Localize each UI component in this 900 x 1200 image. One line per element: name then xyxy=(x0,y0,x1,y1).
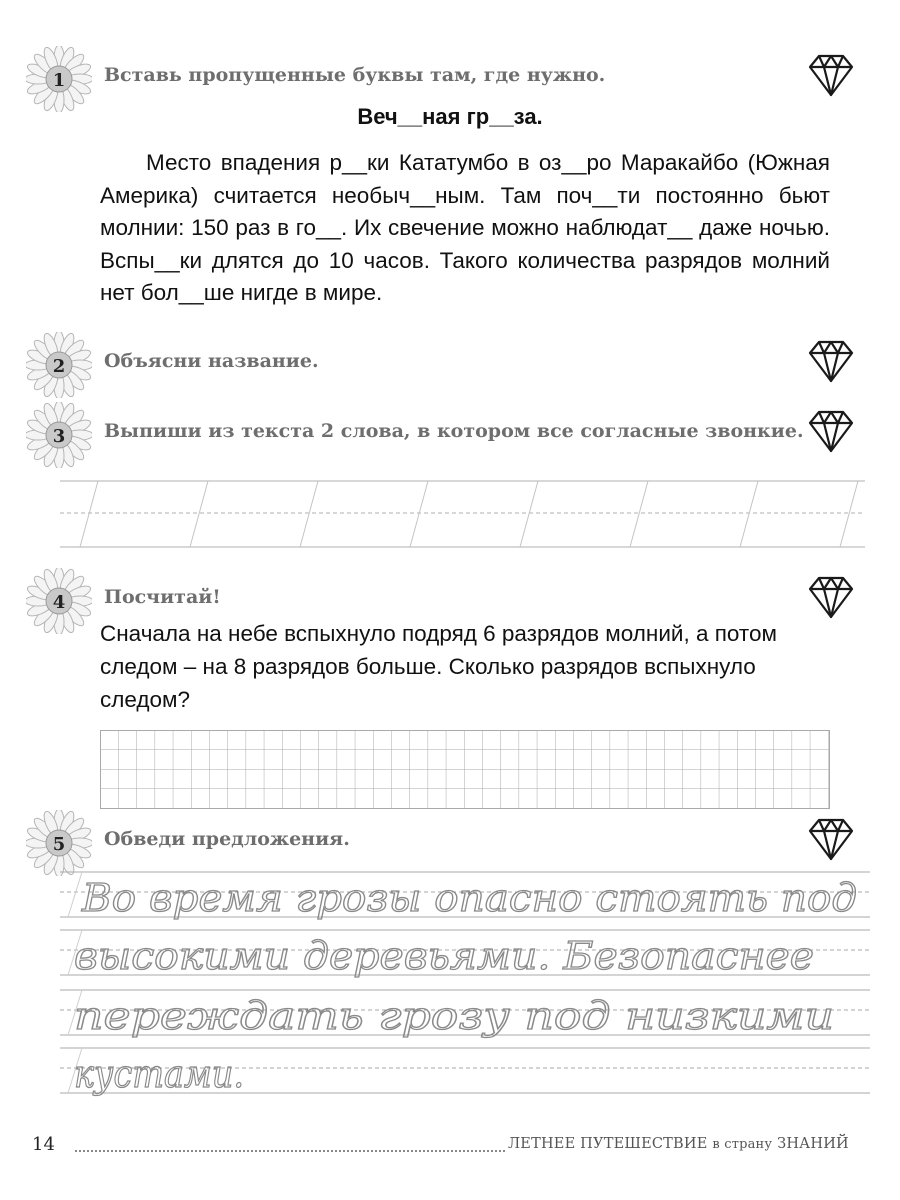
task-3-instruction: Выпиши из текста 2 слова, в котором все согласные звонкие. xyxy=(104,420,804,442)
task-3-number: 3 xyxy=(52,426,66,447)
tracing-line-4: кустами. xyxy=(74,1052,244,1096)
tracing-line-2: высокими деревьями. Безопаснее xyxy=(74,934,814,978)
task-1-number: 1 xyxy=(52,70,66,91)
diamond-icon xyxy=(806,574,856,620)
text-title: Веч__ная гр__за. xyxy=(357,104,543,129)
flower-badge-icon xyxy=(26,332,92,398)
footer-title xyxy=(508,1136,849,1152)
diamond-icon xyxy=(806,408,856,454)
task-1-header xyxy=(26,46,856,106)
task-5-number: 5 xyxy=(52,834,66,855)
footer-title-part1: ЛЕТНЕЕ ПУТЕШЕСТВИЕ xyxy=(508,1136,708,1152)
footer-title-part3: ЗНАНИЙ xyxy=(777,1136,849,1152)
tracing-line-3: переждать грозу под низкими xyxy=(74,994,834,1038)
diamond-icon xyxy=(806,338,856,384)
task-5-header xyxy=(26,810,856,870)
page-number: 14 xyxy=(32,1134,55,1155)
tracing-area[interactable] xyxy=(60,862,870,1112)
task-4-number: 4 xyxy=(52,592,66,613)
footer-dotted-rule xyxy=(75,1150,505,1152)
task-2-number: 2 xyxy=(52,356,66,377)
handwriting-lines[interactable] xyxy=(60,475,865,555)
math-problem: Сначала на небе вспыхнуло подряд 6 разрядов молний, а потом следом – на 8 разрядов больше. Сколько разрядов вспыхнуло следом? xyxy=(100,621,777,712)
footer-title-part2: в страну xyxy=(712,1137,773,1152)
story-paragraph: Место впадения р__ки Кататумбо в оз__ро Маракайбо (Южная Америка) считается необыч__ным. Там поч__ти постоянно бьют молнии: 150 раз в го__. Их свечение можно наблюдат__ даже ночью. Вспы__ки длятся до 10 часов. Такого количества разрядов молний нет бол__ше нигде в мире. xyxy=(100,150,830,305)
tracing-line-1: Во время грозы опасно стоять под xyxy=(80,876,858,920)
task-4-instruction: Посчитай! xyxy=(104,586,221,608)
diamond-icon xyxy=(806,52,856,98)
answer-grid[interactable] xyxy=(100,730,832,810)
task-2-header xyxy=(26,332,856,392)
flower-badge-icon xyxy=(26,402,92,468)
task-2-instruction: Объясни название. xyxy=(104,350,319,372)
flower-badge-icon xyxy=(26,46,92,112)
task-1-instruction: Вставь пропущенные буквы там, где нужно. xyxy=(104,64,606,86)
diamond-icon xyxy=(806,816,856,862)
flower-badge-icon xyxy=(26,568,92,634)
task-3-header xyxy=(26,402,856,462)
task-5-instruction: Обведи предложения. xyxy=(104,828,350,850)
